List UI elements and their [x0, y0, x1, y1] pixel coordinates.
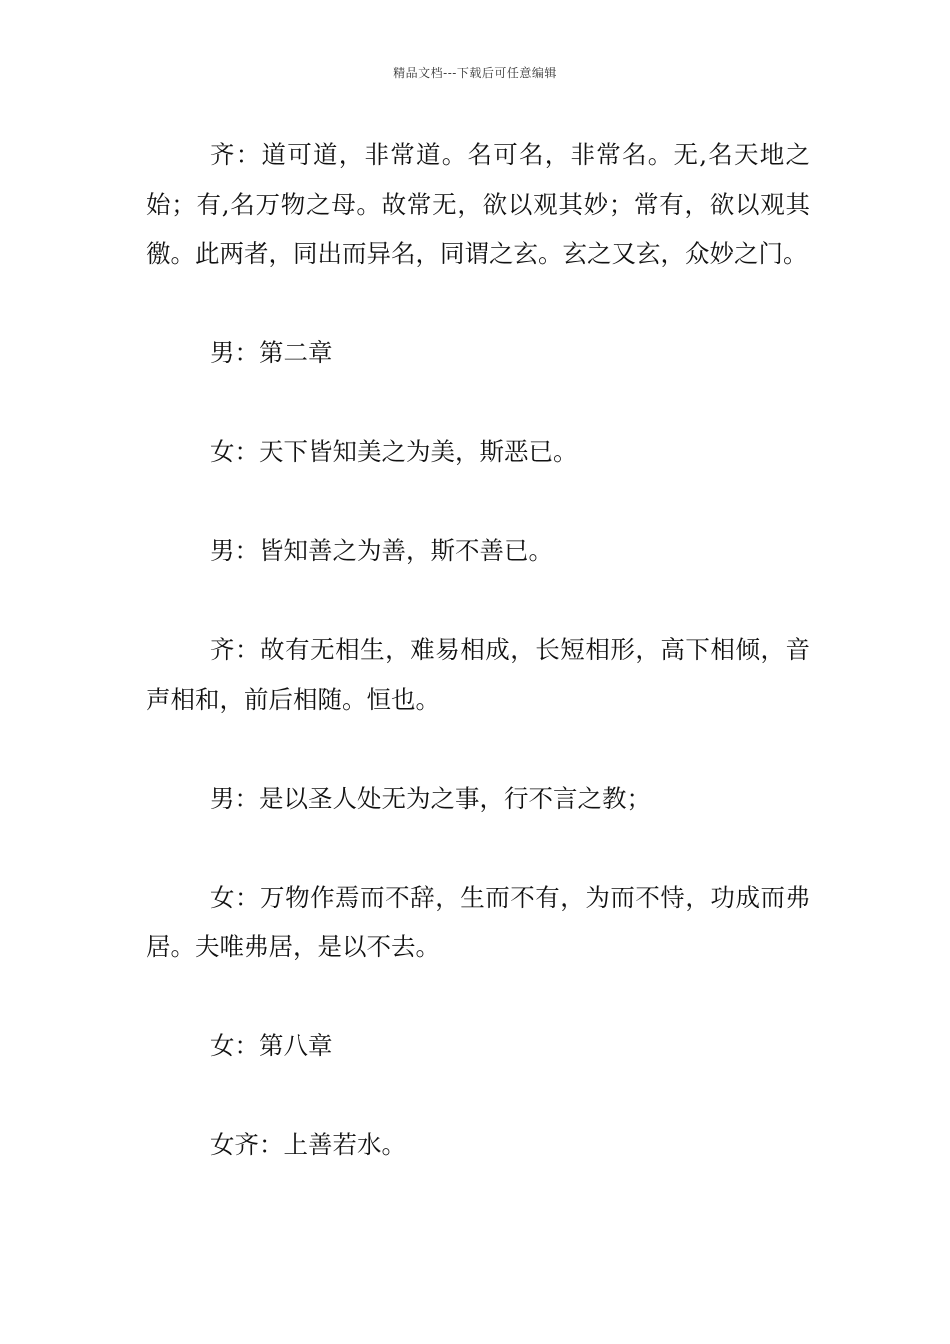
- paragraph: 男：皆知善之为善，斯不善已。: [210, 536, 553, 565]
- document-body: [146, 130, 810, 1170]
- paragraph: 女：万物作焉而不辞，生而不有，为而不恃，功成而弗居。夫唯弗居，是以不去。: [146, 882, 810, 961]
- paragraph: 女：第八章: [210, 1031, 333, 1060]
- paragraph: 女：天下皆知美之为美，斯恶已。: [210, 437, 578, 466]
- paragraph: 男：是以圣人处无为之事，行不言之教；: [210, 783, 651, 813]
- paragraph-gap: [146, 576, 810, 626]
- paragraph-gap: [146, 972, 810, 1022]
- paragraph: 男：第二章: [210, 338, 333, 367]
- paragraph-gap: [146, 378, 810, 428]
- paragraph-gap: [146, 724, 810, 774]
- paragraph-gap: [146, 279, 810, 329]
- paragraph: 齐：道可道，非常道。名可名，非常名。无,名天地之始；有,名万物之母。故常无，欲以观其妙；常有，欲以观其徼。此两者，同出而异名，同谓之玄。玄之又玄，众妙之门。: [146, 140, 810, 268]
- page-header: 精品文档---下载后可任意编辑: [393, 66, 557, 80]
- paragraph-gap: [146, 477, 810, 527]
- paragraph-gap: [146, 1071, 810, 1121]
- paragraph: 女齐：上善若水。: [210, 1130, 406, 1159]
- paragraph: 齐：故有无相生，难易相成，长短相形，高下相倾，音声相和，前后相随。恒也。: [146, 635, 810, 714]
- paragraph-gap: [146, 823, 810, 873]
